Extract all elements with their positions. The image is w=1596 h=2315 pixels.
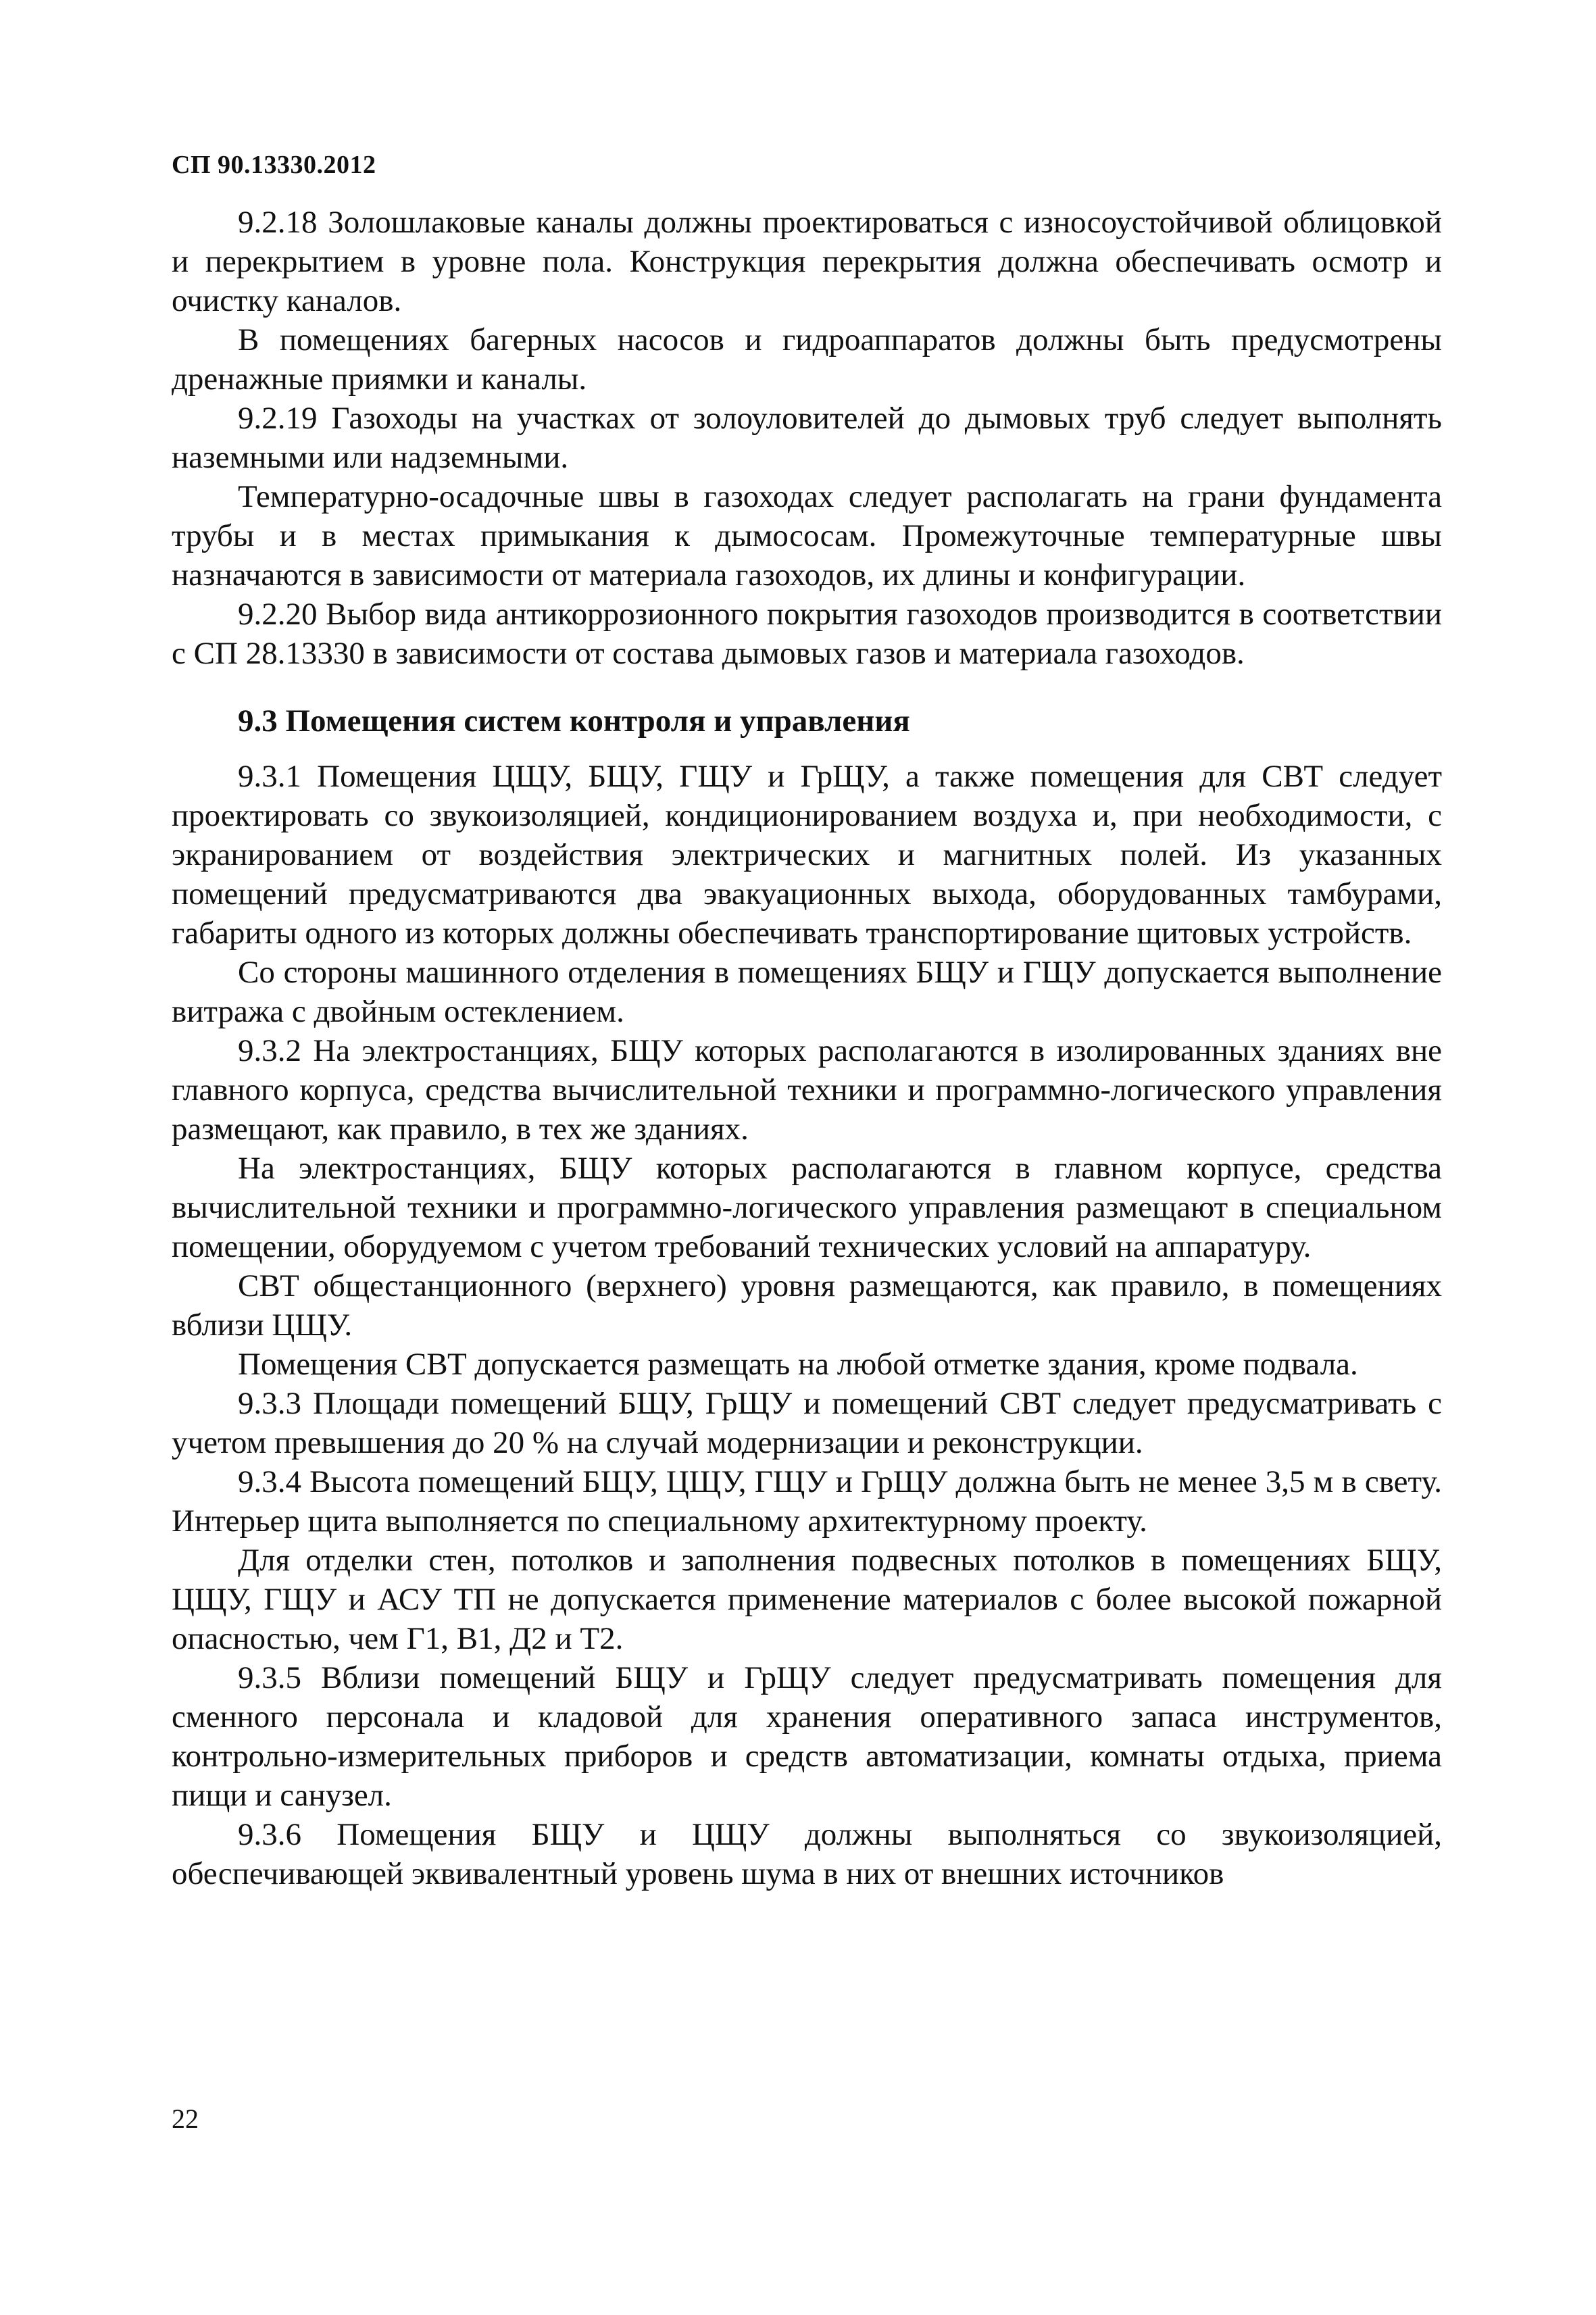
section-heading-9-3: 9.3 Помещения систем контроля и управления bbox=[238, 703, 910, 739]
page-number: 22 bbox=[172, 2104, 199, 2134]
paragraph-9-3-3: 9.3.3 Площади помещений БЩУ, ГрЩУ и помещений СВТ следует предусматривать с учетом превышения до 20 % на случай модернизации и реконструкции. bbox=[172, 1386, 1442, 1460]
paragraph-finishing: Для отделки стен, потолков и заполнения подвесных потолков в помещениях БЩУ, ЦЩУ, ГЩУ и АСУ ТП не допускается применение материалов с более высокой пожарной опасностью, чем Г1, В1, Д2 и Т2. bbox=[172, 1543, 1442, 1656]
paragraph-svt-placement: Помещения СВТ допускается размещать на любой отметке здания, кроме подвала. bbox=[238, 1347, 1358, 1382]
paragraph-9-2-19: 9.2.19 Газоходы на участках от золоуловителей до дымовых труб следует выполнять наземными или надземными. bbox=[172, 401, 1442, 475]
paragraph-thermal-joints: Температурно-осадочные швы в газоходах следует располагать на грани фундамента трубы и в местах примыкания к дымососам. Промежуточные температурные швы назначаются в зависимости от материала газоходов, их длины и конфигурации. bbox=[172, 479, 1442, 593]
paragraph-svt-level: СВТ общестанционного (верхнего) уровня размещаются, как правило, в помещениях вблизи ЦЩУ. bbox=[172, 1268, 1442, 1343]
paragraph-9-3-4: 9.3.4 Высота помещений БЩУ, ЦЩУ, ГЩУ и ГрЩУ должна быть не менее 3,5 м в свету. Интерьер щита выполняется по специальному архитектурному проекту. bbox=[172, 1464, 1442, 1539]
paragraph-9-2-20: 9.2.20 Выбор вида антикоррозионного покрытия газоходов производится в соответствии с СП 28.13330 в зависимости от состава дымовых газов и материала газоходов. bbox=[172, 597, 1442, 671]
paragraph-stained-glass: Со стороны машинного отделения в помещениях БЩУ и ГЩУ допускается выполнение витража с двойным остеклением. bbox=[172, 955, 1442, 1029]
document-header: СП 90.13330.2012 bbox=[172, 151, 376, 179]
paragraph-bager-pumps: В помещениях багерных насосов и гидроаппаратов должны быть предусмотрены дренажные приямки и каналы. bbox=[172, 322, 1442, 397]
paragraph-9-3-5: 9.3.5 Вблизи помещений БЩУ и ГрЩУ следует предусматривать помещения для сменного персонала и кладовой для хранения оперативного запаса инструментов, контрольно-измерительных приборов и средств автоматизации, комнаты отдыха, приема пищи и санузел. bbox=[172, 1660, 1442, 1813]
paragraph-9-3-2: 9.3.2 На электростанциях, БЩУ которых располагаются в изолированных зданиях вне главного корпуса, средства вычислительной техники и программно-логического управления размещают, как правило, в тех же зданиях. bbox=[172, 1033, 1442, 1147]
paragraph-main-building: На электростанциях, БЩУ которых располагаются в главном корпусе, средства вычислительной техники и программно-логического управления размещают в специальном помещении, оборудуемом с учетом требований технических условий на аппаратуру. bbox=[172, 1151, 1442, 1264]
document-body bbox=[172, 203, 1442, 1893]
paragraph-9-3-6: 9.3.6 Помещения БЩУ и ЦЩУ должны выполняться со звукоизоляцией, обеспечивающей эквивалентный уровень шума в них от внешних источников bbox=[172, 1817, 1442, 1891]
paragraph-9-3-1: 9.3.1 Помещения ЦЩУ, БЩУ, ГЩУ и ГрЩУ, а также помещения для СВТ следует проектировать со звукоизоляцией, кондиционированием воздуха и, при необходимости, с экранированием от воздействия электрических и магнитных полей. Из указанных помещений предусматриваются два эвакуационных выхода, оборудованных тамбурами, габариты одного из которых должны обеспечивать транспортирование щитовых устройств. bbox=[172, 759, 1442, 951]
paragraph-9-2-18: 9.2.18 Золошлаковые каналы должны проектироваться с износоустойчивой облицовкой и перекрытием в уровне пола. Конструкция перекрытия должна обеспечивать осмотр и очистку каналов. bbox=[172, 205, 1442, 318]
